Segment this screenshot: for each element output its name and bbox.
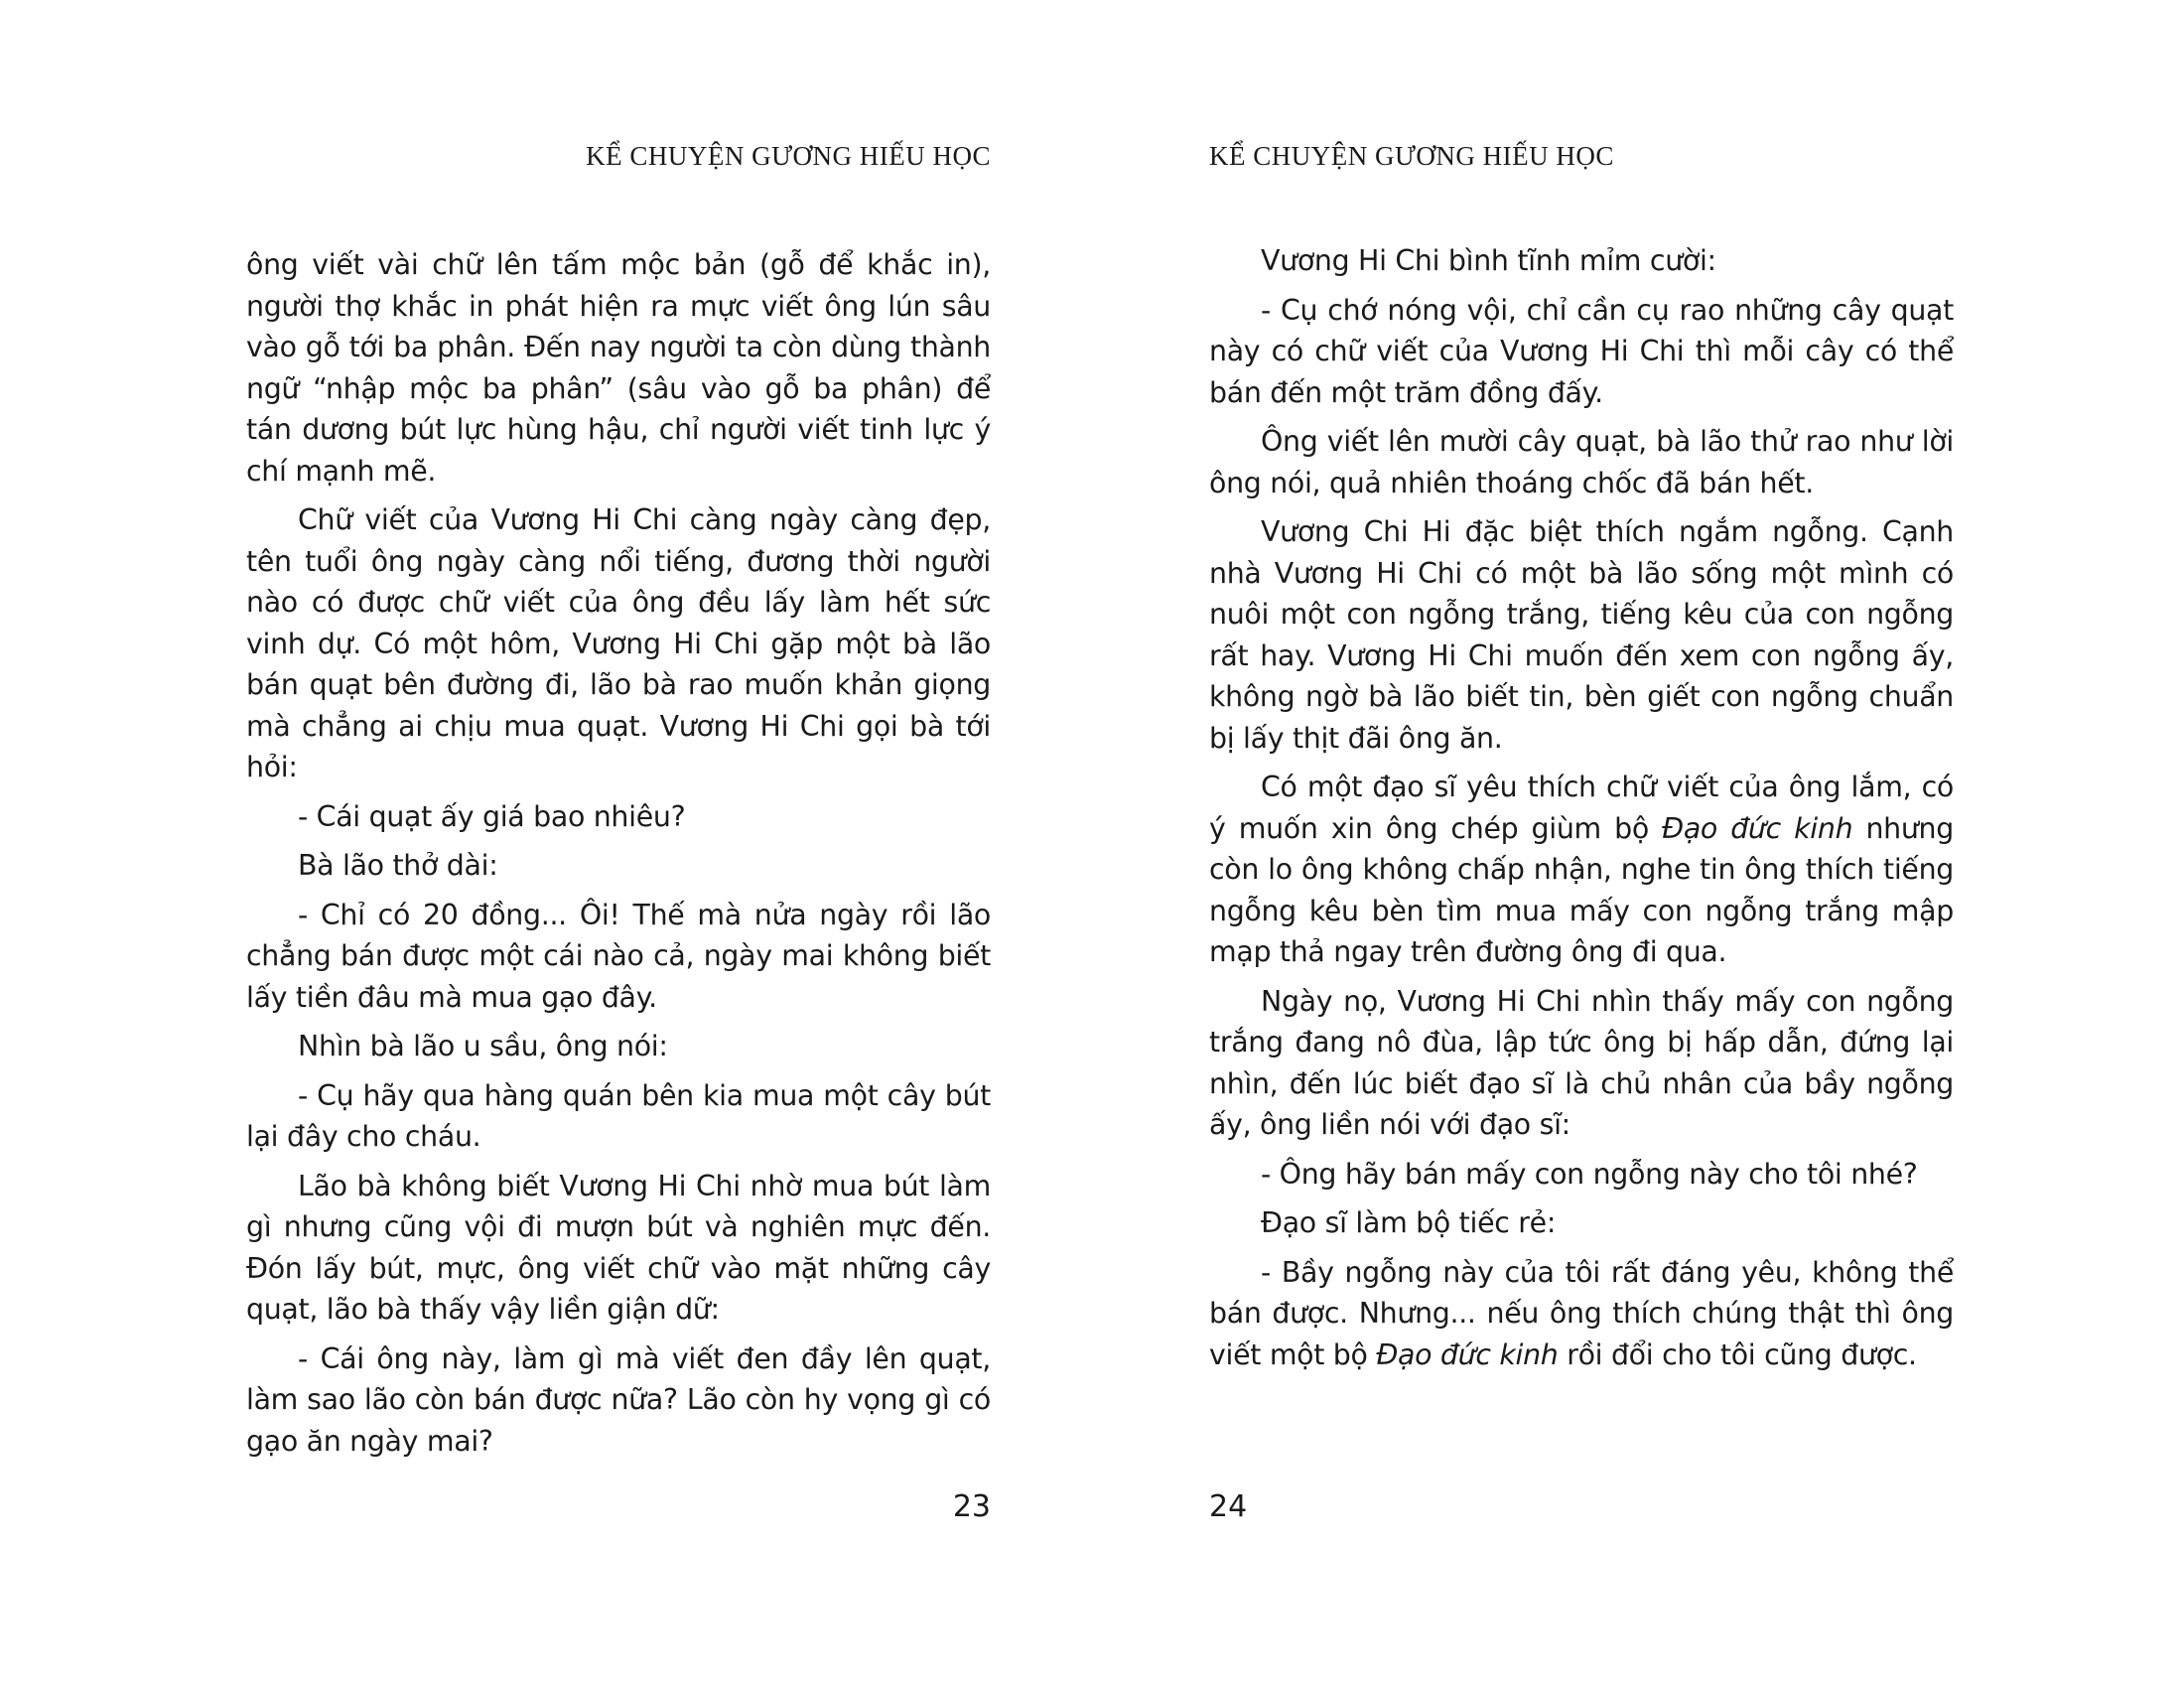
- paragraph: [1209, 1252, 1954, 1376]
- paragraph: Ngày nọ, Vương Hi Chi nhìn thấy mấy con ngỗng trắng đang nô đùa, lập tức ông bị hấp dẫn, đứng lại nhìn, đến lúc biết đạo sĩ là chủ nhân của bầy ngỗng ấy, ông liền nói với đạo sĩ:: [1209, 984, 1954, 1141]
- page-body: [246, 244, 991, 1470]
- running-head: KỂ CHUYỆN GƯƠNG HIẾU HỌC: [586, 141, 991, 171]
- book-title: Đạo đức kinh: [1662, 811, 1853, 845]
- book-title: Đạo đức kinh: [1376, 1337, 1559, 1371]
- paragraph: Chữ viết của Vương Hi Chi càng ngày càng đẹp, tên tuổi ông ngày càng nổi tiếng, đương thời người nào có được chữ viết của ông đều lấy làm hết sức vinh dự. Có một hôm, Vương Hi Chi gặp một bà lão bán quạt bên đường đi, lão bà rao muốn khản giọng mà chẳng ai chịu mua quạt. Vương Hi Chi gọi bà tới hỏi:: [246, 503, 991, 783]
- paragraph-text: Có một đạo sĩ yêu thích chữ viết của ông lắm, có ý muốn xin ông chép giùm bộ: [1209, 771, 1954, 845]
- paragraph: Ông viết lên mười cây quạt, bà lão thử rao như lời ông nói, quả nhiên thoáng chốc đã bán hết.: [1209, 425, 1954, 499]
- paragraph: Nhìn bà lão u sầu, ông nói:: [298, 1030, 668, 1062]
- paragraph: ông viết vài chữ lên tấm mộc bản (gỗ để khắc in), người thợ khắc in phát hiện ra mực viết ông lún sâu vào gỗ tới ba phân. Đến nay người ta còn dùng thành ngữ “nhập mộc ba phân” (sâu vào gỗ ba phân) để tán dương bút lực hùng hậu, chỉ người viết tinh lực ý chí mạnh mẽ.: [246, 248, 991, 488]
- paragraph-text: - Bầy ngỗng này của tôi rất đáng yêu, không thể bán được. Nhưng... nếu ông thích chúng thật thì ông viết một bộ: [1209, 1255, 1954, 1371]
- page-number: 23: [952, 1489, 991, 1524]
- paragraph: Đạo sĩ làm bộ tiếc rẻ:: [1261, 1206, 1557, 1239]
- paragraph-text: nhưng còn lo ông không chấp nhận, nghe tin ông thích tiếng ngỗng kêu bèn tìm mua mấy con ngỗng trắng mập mạp thả ngay trên đường ông đi qua.: [1209, 811, 1954, 968]
- paragraph: - Cụ chớ nóng vội, chỉ cần cụ rao những cây quạt này có chữ viết của Vương Hi Chi thì mỗi cây có thể bán đến một trăm đồng đấy.: [1209, 293, 1954, 409]
- paragraph-text: rồi đổi cho tôi cũng được.: [1558, 1337, 1917, 1371]
- paragraph: Vương Hi Chi bình tĩnh mỉm cười:: [1261, 244, 1716, 277]
- paragraph: - Cái quạt ấy giá bao nhiêu?: [298, 799, 686, 833]
- paragraph: - Cái ông này, làm gì mà viết đen đầy lên quạt, làm sao lão còn bán được nữa? Lão còn hy vọng gì có gạo ăn ngày mai?: [246, 1341, 991, 1458]
- paragraph: - Cụ hãy qua hàng quán bên kia mua một cây bút lại đây cho cháu.: [246, 1078, 991, 1153]
- paragraph: - Chỉ có 20 đồng... Ôi! Thế mà nửa ngày rồi lão chẳng bán được một cái nào cả, ngày mai không biết lấy tiền đâu mà mua gạo đây.: [246, 898, 991, 1014]
- paragraph: [1209, 767, 1954, 973]
- paragraph: - Ông hãy bán mấy con ngỗng này cho tôi nhé?: [1261, 1157, 1918, 1191]
- running-head: KỂ CHUYỆN GƯƠNG HIẾU HỌC: [1209, 141, 1614, 171]
- paragraph: Lão bà không biết Vương Hi Chi nhờ mua bút làm gì nhưng cũng vội đi mượn bút và nghiên mực đến. Đón lấy bút, mực, ông viết chữ vào mặt những cây quạt, lão bà thấy vậy liền giận dữ:: [246, 1169, 991, 1326]
- page-body: [1209, 240, 1954, 1383]
- page-number: 24: [1209, 1489, 1248, 1524]
- paragraph: Bà lão thở dài:: [298, 849, 498, 882]
- paragraph: Vương Chi Hi đặc biệt thích ngắm ngỗng. Cạnh nhà Vương Hi Chi có một bà lão sống một mình có nuôi một con ngỗng trắng, tiếng kêu của con ngỗng rất hay. Vương Hi Chi muốn đến xem con ngỗng ấy, không ngờ bà lão biết tin, bèn giết con ngỗng chuẩn bị lấy thịt đãi ông ăn.: [1209, 515, 1954, 755]
